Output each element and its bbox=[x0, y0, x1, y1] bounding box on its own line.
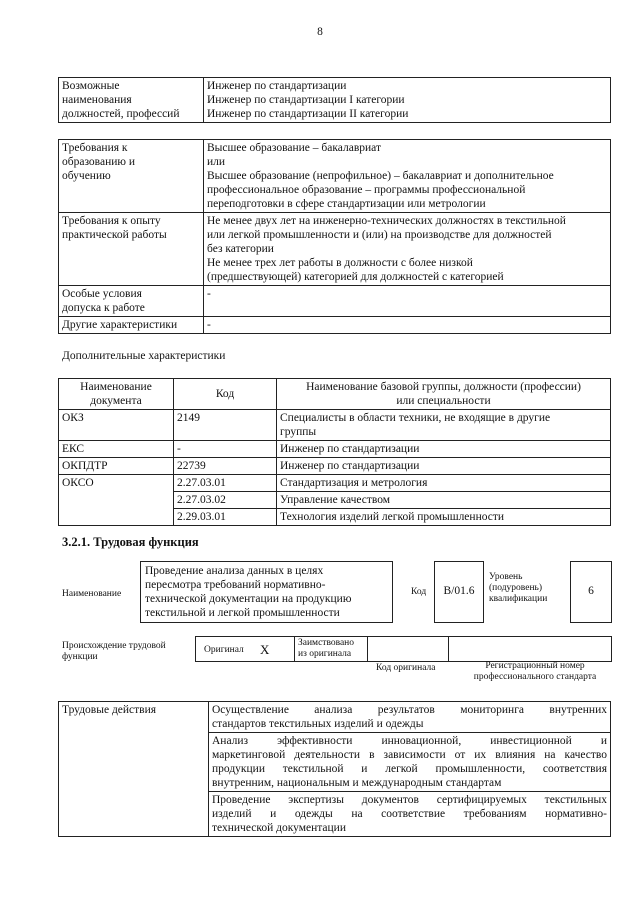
labor-actions-table bbox=[58, 701, 611, 837]
row-name: Инженер по стандартизации bbox=[277, 441, 611, 458]
row-code: 2.29.03.01 bbox=[174, 509, 277, 526]
tf-name-box: Проведение анализа данных в целях пересмотра требований нормативно- технической документации на продукцию текстильной и легкой промышленности bbox=[140, 561, 393, 623]
origin-original-mark: X bbox=[260, 642, 270, 657]
extra-characteristics-title: Дополнительные характеристики bbox=[62, 350, 226, 362]
col-header-name: Наименование базовой группы, должности (профессии) или специальности bbox=[277, 379, 611, 410]
list-item: Анализ эффективности инновационной, инвестиционной и маркетинговой деятельности в зависимости от их влияния на качество продукции текстильной и легкой промышленности, соответствия внутренним, национальным и международным стандартам bbox=[209, 733, 611, 792]
origin-reg-caption: Регистрационный номер профессионального стандарта bbox=[473, 661, 597, 682]
row-name: Технология изделий легкой промышленности bbox=[277, 509, 611, 526]
table-row bbox=[59, 441, 611, 458]
labor-actions-label: Трудовые действия bbox=[59, 702, 209, 837]
row-name: Стандартизация и метрология bbox=[277, 475, 611, 492]
row-name: Инженер по стандартизации bbox=[277, 458, 611, 475]
origin-code-cell bbox=[367, 636, 449, 662]
experience-value: Не менее двух лет на инженерно-технических должностях в текстильной или легкой промышленности и (или) на производстве для должностей без категории Не менее трех лет работы в должности с более низкой (предшествующей) категорией для должностей с категорией bbox=[204, 213, 611, 286]
origin-borrowed-cell: Заимствовано из оригинала bbox=[294, 636, 368, 662]
table-row bbox=[59, 475, 611, 492]
origin-original-label: Оригинал bbox=[204, 645, 244, 655]
list-item: Проведение экспертизы документов сертифицируемых текстильных изделий и одежды на соответствие требованиям нормативно- технической документации bbox=[209, 792, 611, 837]
job-titles-label: Возможные наименования должностей, профессий bbox=[59, 78, 204, 123]
row-code: 2.27.03.02 bbox=[174, 492, 277, 509]
requirements-table bbox=[58, 139, 611, 334]
other-characteristics-value: - bbox=[204, 317, 611, 334]
special-conditions-label: Особые условия допуска к работе bbox=[59, 286, 204, 317]
col-header-code: Код bbox=[174, 379, 277, 410]
tf-name-label: Наименование bbox=[62, 589, 122, 599]
list-item: Осуществление анализа результатов мониторинга внутренних стандартов текстильных изделий и одежды bbox=[209, 702, 611, 733]
row-name: Управление качеством bbox=[277, 492, 611, 509]
job-titles-table bbox=[58, 77, 611, 123]
row-document: ОКПДТР bbox=[59, 458, 174, 475]
education-value: Высшее образование – бакалавриат или Высшее образование (непрофильное) – бакалавриат и дополнительное профессиональное образование – программы профессиональной переподготовки в сфере стандартизации или метрологии bbox=[204, 140, 611, 213]
classifiers-table bbox=[58, 378, 611, 526]
origin-code-caption: Код оригинала bbox=[376, 663, 436, 673]
section-title: 3.2.1. Трудовая функция bbox=[62, 535, 199, 549]
origin-label: Происхождение трудовой функции bbox=[62, 641, 166, 662]
row-document: ЕКС bbox=[59, 441, 174, 458]
origin-reg-cell bbox=[448, 636, 612, 662]
tf-code-label: Код bbox=[411, 587, 427, 597]
origin-original-cell bbox=[195, 636, 295, 662]
tf-code-value: B/01.6 bbox=[434, 561, 484, 623]
education-label: Требования к образованию и обучению bbox=[59, 140, 204, 213]
row-code: - bbox=[174, 441, 277, 458]
row-document: ОКСО bbox=[59, 475, 174, 526]
page-number: 8 bbox=[317, 26, 323, 38]
table-row bbox=[59, 410, 611, 441]
experience-label: Требования к опыту практической работы bbox=[59, 213, 204, 286]
row-code: 2.27.03.01 bbox=[174, 475, 277, 492]
row-document: ОКЗ bbox=[59, 410, 174, 441]
tf-level-value: 6 bbox=[570, 561, 612, 623]
tf-level-label: Уровень (подуровень) квалификации bbox=[489, 572, 548, 604]
table-row bbox=[59, 458, 611, 475]
other-characteristics-label: Другие характеристики bbox=[59, 317, 204, 334]
row-name: Специалисты в области техники, не входящие в другие группы bbox=[277, 410, 611, 441]
special-conditions-value: - bbox=[204, 286, 611, 317]
row-code: 2149 bbox=[174, 410, 277, 441]
job-titles-values: Инженер по стандартизации Инженер по стандартизации I категории Инженер по стандартизации II категории bbox=[204, 78, 611, 123]
col-header-document: Наименование документа bbox=[59, 379, 174, 410]
row-code: 22739 bbox=[174, 458, 277, 475]
